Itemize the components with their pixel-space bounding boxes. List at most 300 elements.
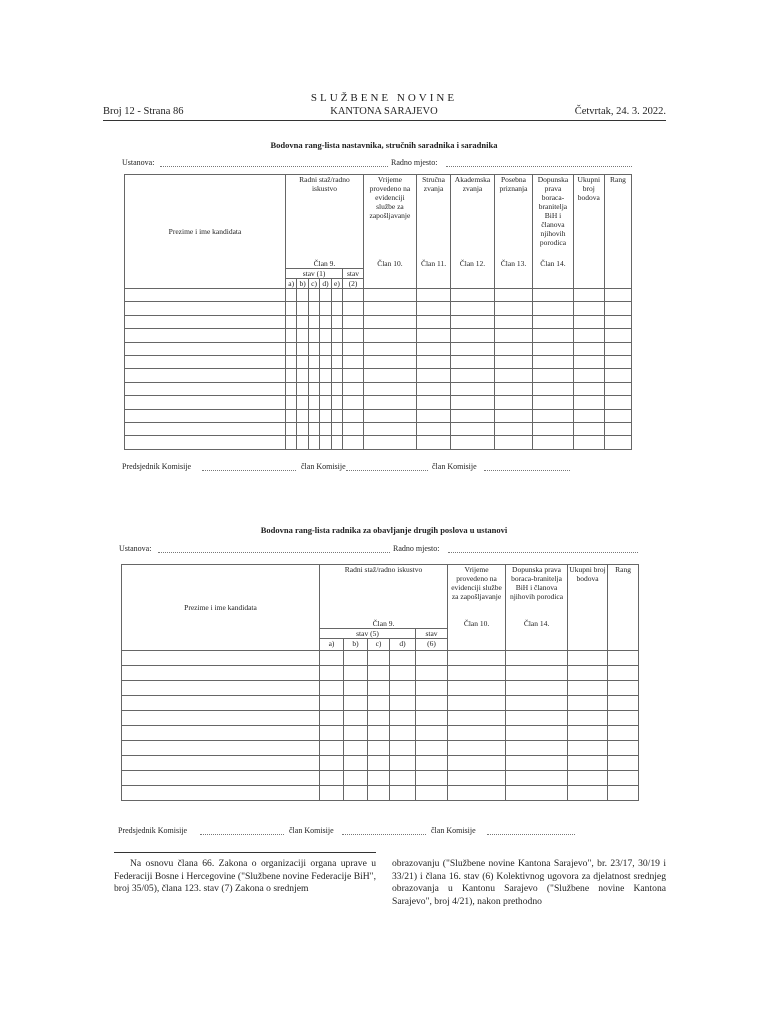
table-cell [451,302,495,315]
table-cell [608,756,639,771]
table-cell [451,422,495,435]
table-cell [448,696,506,711]
form1-total-header: Ukupni broj bodova [573,175,604,259]
table-cell [608,786,639,801]
form1-name-header: Prezime i ime kandidata [125,175,286,289]
table-cell [308,355,319,368]
form2-time-header: Vrijeme provedeno na evidenciji službe za zapošljavanje [448,565,506,619]
table-cell [363,369,416,382]
table-cell [363,382,416,395]
table-cell [297,329,308,342]
table-cell [286,369,297,382]
table-cell [533,369,574,382]
table-cell [533,396,574,409]
table-row [122,771,639,786]
table-cell [494,289,532,302]
table-cell [506,771,568,786]
form1-rank-sub [604,259,631,289]
table-cell [122,651,320,666]
table-cell [308,315,319,328]
table-row [125,422,632,435]
table-cell [286,342,297,355]
table-cell [416,726,448,741]
table-row [122,711,639,726]
table-cell [343,396,364,409]
form2-table [121,564,639,801]
form1-seniority-header: Radni staž/radno iskustvo [286,175,364,259]
table-cell [568,711,608,726]
table-cell [297,355,308,368]
table-cell [604,409,631,422]
form1-art9: Član 9. [286,259,364,269]
table-cell [416,369,450,382]
table-cell [297,396,308,409]
table-cell [331,396,342,409]
table-cell [494,342,532,355]
form1-rank-header: Rang [604,175,631,259]
form2-veteran-header: Dopunska prava boraca-branitelja BiH i članova njihovih porodica [506,565,568,619]
form2-seniority-header: Radni staž/radno iskustvo [320,565,448,619]
table-cell [494,422,532,435]
table-cell [416,696,448,711]
form1-academic-header: Akademska zvanja [451,175,495,259]
table-cell [122,711,320,726]
table-cell [416,651,448,666]
form2-rank-header: Rang [608,565,639,619]
table-cell [604,355,631,368]
form1-workplace-line [446,166,632,167]
table-cell [308,436,319,449]
table-cell [573,369,604,382]
table-cell [125,409,286,422]
table-cell [506,741,568,756]
table-cell [416,355,450,368]
table-cell [125,382,286,395]
header-rule [103,120,666,121]
table-cell [320,396,331,409]
table-row [125,369,632,382]
table-cell [448,726,506,741]
table-cell [573,396,604,409]
table-cell [308,302,319,315]
table-cell [125,289,286,302]
table-cell [331,329,342,342]
table-cell [125,329,286,342]
table-cell [390,741,416,756]
table-cell [448,666,506,681]
table-cell [331,315,342,328]
table-cell [308,396,319,409]
table-cell [533,382,574,395]
table-cell [320,355,331,368]
table-cell [344,771,368,786]
table-cell [286,396,297,409]
table-cell [368,651,390,666]
table-cell [344,741,368,756]
form1-art12: Član 12. [451,259,495,289]
table-cell [331,289,342,302]
table-cell [343,302,364,315]
table-cell [320,302,331,315]
table-cell [604,315,631,328]
form1-professional-header: Stručna zvanja [416,175,450,259]
table-cell [297,382,308,395]
table-row [125,289,632,302]
form2-sub-c: c) [368,639,390,651]
table-cell [608,696,639,711]
table-cell [286,302,297,315]
table-cell [568,726,608,741]
table-cell [494,369,532,382]
table-cell [573,329,604,342]
table-cell [122,696,320,711]
form2-stav6-num: (6) [416,639,448,651]
table-cell [320,756,344,771]
table-cell [451,329,495,342]
form2-art14: Član 14. [506,619,568,651]
table-cell [608,666,639,681]
table-cell [448,756,506,771]
table-cell [308,409,319,422]
table-cell [286,436,297,449]
table-cell [608,651,639,666]
form2-stav5: stav (5) [320,629,416,639]
form1-institution-label: Ustanova: [122,158,155,167]
table-cell [363,315,416,328]
form1-time-header: Vrijeme provedeno na evidenciji službe za zapošljavanje [363,175,416,259]
table-cell [343,315,364,328]
newspaper-subtitle: KANTONA SARAJEVO [330,106,438,117]
table-cell [494,315,532,328]
table-cell [568,651,608,666]
table-cell [451,369,495,382]
table-cell [122,756,320,771]
table-cell [343,436,364,449]
table-cell [320,315,331,328]
table-cell [604,369,631,382]
table-cell [416,666,448,681]
table-cell [494,329,532,342]
table-cell [416,329,450,342]
table-row [125,382,632,395]
table-cell [320,666,344,681]
table-cell [506,666,568,681]
form2-art10: Član 10. [448,619,506,651]
table-cell [390,651,416,666]
table-cell [390,681,416,696]
form1-sub-e: e) [331,279,342,289]
form1-sub-c: c) [308,279,319,289]
table-cell [604,342,631,355]
table-cell [343,422,364,435]
table-cell [320,422,331,435]
table-row [125,315,632,328]
form1-art13: Član 13. [494,259,532,289]
table-cell [573,315,604,328]
table-cell [494,382,532,395]
table-cell [363,302,416,315]
body-column-2: obrazovanju ("Službene novine Kantona Sarajevo", br. 23/17, 30/19 i 33/21) i člana 16. stav (6) Kolektivnog ugovora za djelatnost srednjeg obrazovanja u Kantonu Sarajevo ("Službene novine Kantona Sarajevo", broj 4/21), nakon prethodno [392,858,666,907]
table-row [122,726,639,741]
table-cell [573,422,604,435]
table-cell [448,681,506,696]
table-cell [308,329,319,342]
issue-page: Broj 12 - Strana 86 [103,106,184,117]
table-cell [368,771,390,786]
table-row [122,651,639,666]
form1-institution-line [160,166,388,167]
table-cell [344,756,368,771]
table-cell [533,422,574,435]
table-cell [368,696,390,711]
table-cell [533,436,574,449]
table-cell [604,289,631,302]
form2-sub-b: b) [344,639,368,651]
table-cell [573,355,604,368]
table-cell [568,786,608,801]
table-row [125,329,632,342]
form1-title: Bodovna rang-lista nastavnika, stručnih saradnika i saradnika [270,140,498,150]
form2-sub-d: d) [390,639,416,651]
form1-member1-label: član Komisije [301,462,346,471]
table-cell [308,369,319,382]
table-cell [494,436,532,449]
table-cell [416,382,450,395]
table-cell [122,666,320,681]
table-cell [331,355,342,368]
form2-name-header: Prezime i ime kandidata [122,565,320,651]
table-cell [390,756,416,771]
table-cell [286,422,297,435]
table-cell [573,382,604,395]
table-cell [573,302,604,315]
table-cell [363,409,416,422]
table-cell [363,329,416,342]
table-cell [125,315,286,328]
table-cell [125,396,286,409]
table-cell [390,696,416,711]
table-cell [451,315,495,328]
form1-stav2-top: stav [343,269,364,279]
table-cell [286,315,297,328]
table-cell [368,741,390,756]
table-cell [506,696,568,711]
table-cell [604,329,631,342]
table-cell [494,409,532,422]
table-cell [416,409,450,422]
table-cell [533,409,574,422]
table-cell [320,382,331,395]
table-row [125,409,632,422]
table-cell [308,289,319,302]
table-cell [344,696,368,711]
table-cell [416,741,448,756]
table-cell [343,369,364,382]
table-cell [416,315,450,328]
table-cell [604,422,631,435]
table-cell [297,436,308,449]
form1-member2-line [484,470,570,471]
table-cell [451,382,495,395]
table-row [125,396,632,409]
table-cell [416,711,448,726]
form1-stav1: stav (1) [286,269,343,279]
table-row [122,666,639,681]
table-cell [320,726,344,741]
table-cell [604,382,631,395]
table-cell [297,302,308,315]
table-cell [368,681,390,696]
table-cell [122,786,320,801]
table-cell [448,786,506,801]
table-cell [416,786,448,801]
form2-president-label: Predsjednik Komisije [118,826,188,835]
table-row [122,756,639,771]
table-cell [125,422,286,435]
table-cell [344,786,368,801]
form2-workplace-line [448,552,638,553]
table-cell [122,681,320,696]
table-cell [451,355,495,368]
table-cell [297,342,308,355]
table-cell [320,436,331,449]
table-cell [448,741,506,756]
table-cell [416,422,450,435]
form2-stav6-top: stav [416,629,448,639]
table-cell [320,696,344,711]
table-cell [390,771,416,786]
table-cell [506,711,568,726]
table-cell [320,771,344,786]
table-cell [533,342,574,355]
table-cell [416,396,450,409]
issue-date: Četvrtak, 24. 3. 2022. [574,106,666,117]
table-cell [363,289,416,302]
table-cell [573,342,604,355]
form2-member1-label: član Komisije [289,826,334,835]
table-cell [122,741,320,756]
table-cell [344,666,368,681]
table-cell [608,741,639,756]
form1-president-line [202,470,296,471]
table-cell [608,771,639,786]
table-cell [343,329,364,342]
table-cell [568,771,608,786]
form2-institution-label: Ustanova: [119,544,152,553]
table-cell [320,651,344,666]
table-cell [416,756,448,771]
table-cell [286,289,297,302]
table-cell [343,355,364,368]
table-cell [506,681,568,696]
table-cell [451,409,495,422]
table-cell [331,422,342,435]
table-cell [368,666,390,681]
table-cell [331,302,342,315]
table-cell [363,342,416,355]
table-cell [308,342,319,355]
table-cell [368,756,390,771]
form2-art9: Član 9. [320,619,448,629]
table-cell [494,396,532,409]
table-cell [308,422,319,435]
table-cell [608,726,639,741]
form2-sub-a: a) [320,639,344,651]
table-cell [308,382,319,395]
table-cell [320,369,331,382]
table-cell [533,315,574,328]
table-cell [568,741,608,756]
table-cell [363,355,416,368]
table-cell [448,711,506,726]
table-cell [363,436,416,449]
table-cell [451,342,495,355]
table-cell [297,315,308,328]
form1-art14: Član 14. [533,259,574,289]
table-cell [608,711,639,726]
table-cell [122,771,320,786]
table-cell [331,342,342,355]
form2-total-sub [568,619,608,651]
table-cell [320,786,344,801]
form1-art11: Član 11. [416,259,450,289]
table-cell [368,726,390,741]
table-cell [344,726,368,741]
table-row [125,355,632,368]
form2-title: Bodovna rang-lista radnika za obavljanje drugih poslova u ustanovi [260,525,508,535]
table-cell [125,369,286,382]
table-cell [568,696,608,711]
table-cell [320,741,344,756]
form1-veteran-header: Dopunska prava boraca-branitelja BiH i članova njihovih porodica [533,175,574,259]
table-cell [286,329,297,342]
table-cell [533,302,574,315]
table-cell [343,289,364,302]
table-cell [416,302,450,315]
table-cell [506,756,568,771]
table-cell [506,726,568,741]
table-cell [331,409,342,422]
table-row [125,436,632,449]
table-cell [416,436,450,449]
table-cell [416,289,450,302]
table-cell [331,382,342,395]
table-cell [604,302,631,315]
table-cell [416,771,448,786]
table-row [122,741,639,756]
table-cell [343,409,364,422]
form1-sub-d: d) [320,279,331,289]
form2-institution-line [158,552,390,553]
form1-total-sub [573,259,604,289]
table-cell [533,329,574,342]
table-cell [390,786,416,801]
table-row [125,342,632,355]
table-cell [568,666,608,681]
table-cell [573,289,604,302]
table-cell [320,289,331,302]
table-row [122,681,639,696]
form2-member2-label: član Komisije [431,826,476,835]
form1-stav2-num: (2) [343,279,364,289]
table-cell [320,711,344,726]
form1-awards-header: Posebna priznanja [494,175,532,259]
table-cell [604,396,631,409]
table-cell [320,329,331,342]
column-rule [114,852,376,853]
table-cell [448,651,506,666]
table-row [125,302,632,315]
